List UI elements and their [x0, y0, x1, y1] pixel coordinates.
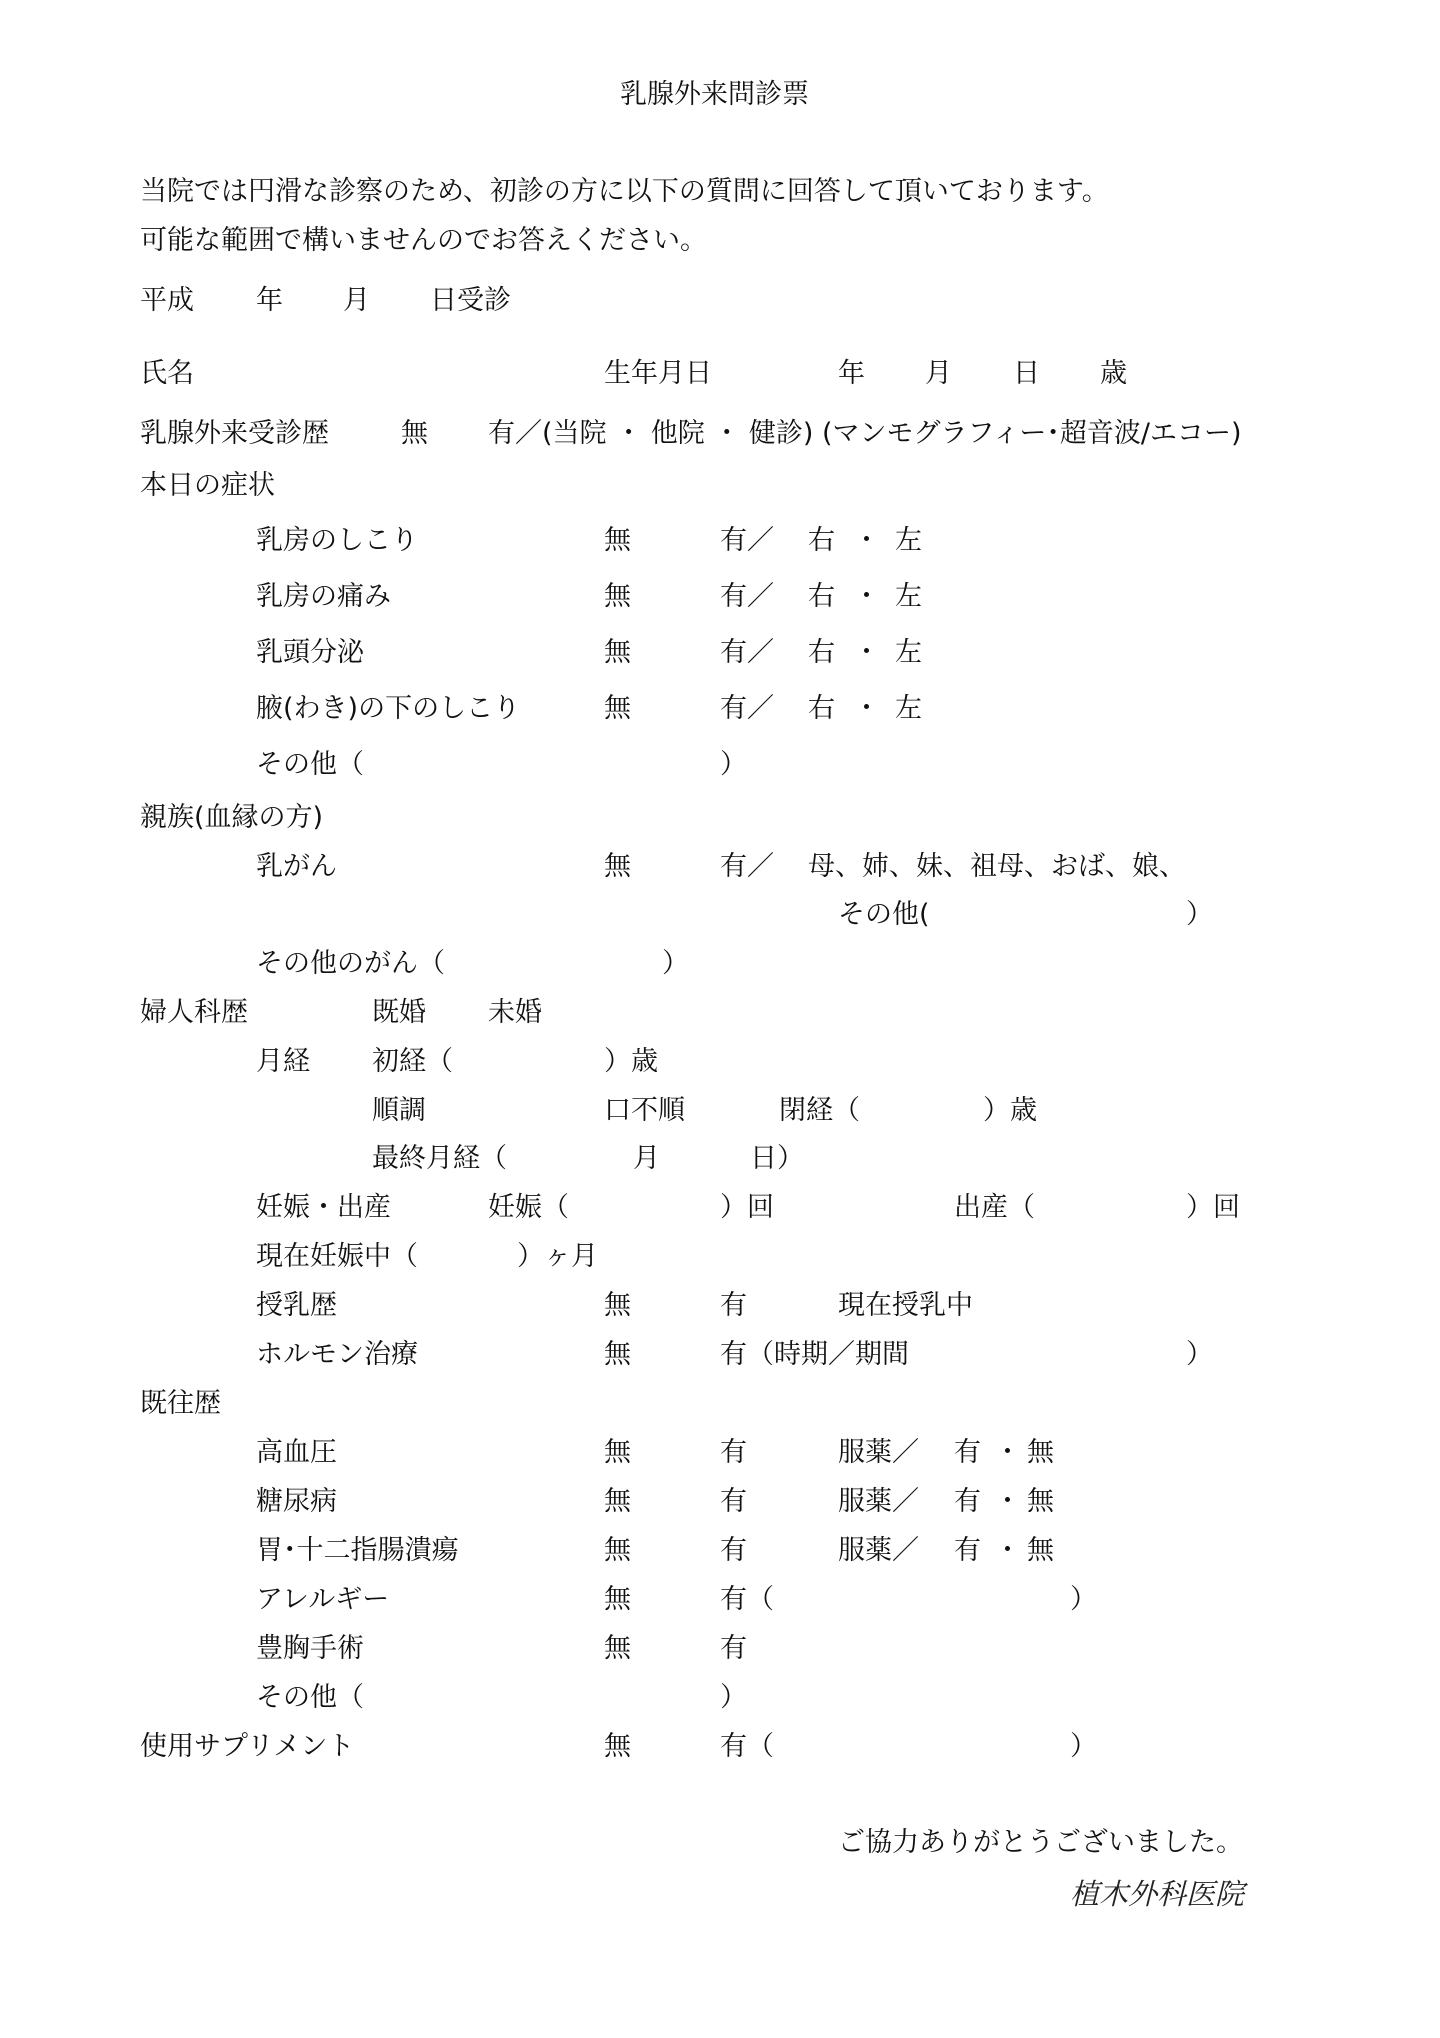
dob-month: 月	[925, 358, 952, 389]
clinic-name: 植木外科医院	[1070, 1877, 1245, 1911]
breast-surgery-label: 豊胸手術	[256, 1633, 364, 1664]
past-other-open: その他（	[256, 1682, 364, 1713]
symptom-left: 左	[895, 637, 922, 668]
past-dot: ・	[994, 1486, 1021, 1517]
breast-surgery-yes: 有	[720, 1633, 747, 1664]
allergy-none: 無	[604, 1584, 631, 1615]
supplement-none: 無	[604, 1731, 631, 1762]
age-label: 歳	[1100, 358, 1127, 389]
menses-regular: 順調	[372, 1095, 426, 1126]
past-dot: ・	[994, 1437, 1021, 1468]
family-yes: 有／	[720, 851, 774, 882]
symptom-label: 腋(わき)の下のしこり	[256, 693, 521, 724]
symptom-left: 左	[895, 581, 922, 612]
past-med: 服薬／	[838, 1437, 919, 1468]
last-menses-open: 最終月経（	[372, 1143, 507, 1174]
past-med-yes: 有	[954, 1535, 981, 1566]
past-none: 無	[604, 1535, 631, 1566]
past-med-yes: 有	[954, 1486, 981, 1517]
supplement-close: ）	[1070, 1731, 1097, 1762]
symptom-dot: ・	[853, 525, 880, 556]
symptom-yes: 有／	[720, 525, 774, 556]
symptoms-heading: 本日の症状	[140, 470, 275, 501]
allergy-yes: 有（	[720, 1584, 774, 1615]
current-pregnancy-open: 現在妊娠中（	[256, 1241, 418, 1272]
past-label: 糖尿病	[256, 1486, 337, 1517]
menarche-open: 初経（	[372, 1046, 453, 1077]
gyn-unmarried: 未婚	[488, 997, 542, 1028]
past-yes: 有	[720, 1486, 747, 1517]
past-label: 胃･十二指腸潰瘍	[256, 1535, 459, 1566]
past-med-no: 無	[1027, 1437, 1054, 1468]
birth-open: 出産（	[954, 1192, 1035, 1223]
breast-surgery-none: 無	[604, 1633, 631, 1664]
closing-message: ご協力ありがとうございました。	[838, 1827, 1243, 1858]
family-none: 無	[604, 851, 631, 882]
past-label: 高血圧	[256, 1437, 337, 1468]
family-heading: 親族(血縁の方)	[140, 802, 324, 833]
symptom-label: 乳頭分泌	[256, 637, 364, 668]
past-med-no: 無	[1027, 1535, 1054, 1566]
symptom-yes: 有／	[720, 693, 774, 724]
symptom-label: 乳房のしこり	[256, 525, 418, 556]
visit-month: 月	[343, 285, 370, 316]
family-other-open: その他(	[838, 899, 930, 930]
symptom-right: 右	[808, 693, 835, 724]
family-relatives: 母、姉、妹、祖母、おば、娘、	[808, 851, 1186, 882]
hormone-none: 無	[604, 1339, 631, 1370]
family-other-cancer-open: その他のがん（	[256, 948, 445, 979]
symptom-yes: 有／	[720, 637, 774, 668]
intro-line-2: 可能な範囲で構いませんのでお答えください。	[140, 225, 707, 256]
lactation-none: 無	[604, 1290, 631, 1321]
symptom-yes: 有／	[720, 581, 774, 612]
allergy-label: アレルギー	[256, 1584, 390, 1615]
dob-label: 生年月日	[604, 358, 712, 389]
allergy-close: ）	[1070, 1584, 1097, 1615]
menses-label: 月経	[256, 1046, 310, 1077]
menopause-open: 閉経（	[779, 1095, 860, 1126]
symptom-right: 右	[808, 581, 835, 612]
visit-year: 年	[256, 285, 283, 316]
past-med: 服薬／	[838, 1486, 919, 1517]
family-other-cancer-close: ）	[662, 948, 689, 979]
last-menses-month: 月	[633, 1143, 660, 1174]
symptom-none: 無	[604, 525, 631, 556]
family-breast-cancer: 乳がん	[256, 851, 337, 882]
pregnancy-open: 妊娠（	[488, 1192, 569, 1223]
dob-day: 日	[1013, 358, 1040, 389]
past-med-no: 無	[1027, 1486, 1054, 1517]
visit-day: 日受診	[430, 285, 511, 316]
supplement-label: 使用サプリメント	[140, 1731, 355, 1762]
supplement-yes: 有（	[720, 1731, 774, 1762]
history-detail: 有／(当院 ・ 他院 ・ 健診) (マンモグラフィー･超音波/エコー)	[488, 418, 1242, 449]
symptom-left: 左	[895, 693, 922, 724]
form-title: 乳腺外来問診票	[620, 79, 809, 110]
history-label: 乳腺外来受診歴	[140, 418, 329, 449]
symptom-dot: ・	[853, 637, 880, 668]
past-none: 無	[604, 1486, 631, 1517]
symptom-other-open: その他（	[256, 749, 364, 780]
family-other-close: ）	[1186, 899, 1213, 930]
gyn-married: 既婚	[372, 997, 426, 1028]
symptom-label: 乳房の痛み	[256, 581, 391, 612]
symptom-none: 無	[604, 637, 631, 668]
lactation-yes: 有	[720, 1290, 747, 1321]
lactation-label: 授乳歴	[256, 1290, 337, 1321]
past-heading: 既往歴	[140, 1388, 221, 1419]
hormone-close: ）	[1186, 1339, 1213, 1370]
menarche-close: ）歳	[604, 1046, 658, 1077]
symptom-dot: ・	[853, 581, 880, 612]
last-menses-day: 日）	[750, 1143, 804, 1174]
past-med-yes: 有	[954, 1437, 981, 1468]
past-yes: 有	[720, 1437, 747, 1468]
history-none: 無	[401, 418, 428, 449]
current-pregnancy-close: ）ヶ月	[517, 1241, 598, 1272]
dob-year: 年	[838, 358, 865, 389]
symptom-none: 無	[604, 581, 631, 612]
symptom-left: 左	[895, 525, 922, 556]
past-other-close: ）	[720, 1682, 747, 1713]
menopause-close: ）歳	[983, 1095, 1037, 1126]
visit-era: 平成	[140, 285, 194, 316]
symptom-none: 無	[604, 693, 631, 724]
lactation-current: 現在授乳中	[838, 1290, 973, 1321]
past-yes: 有	[720, 1535, 747, 1566]
hormone-yes: 有（時期／期間	[720, 1339, 909, 1370]
birth-close: ）回	[1186, 1192, 1240, 1223]
name-label: 氏名	[140, 358, 194, 389]
symptom-right: 右	[808, 637, 835, 668]
symptom-other-close: ）	[720, 749, 747, 780]
past-none: 無	[604, 1437, 631, 1468]
past-med: 服薬／	[838, 1535, 919, 1566]
intro-line-1: 当院では円滑な診察のため、初診の方に以下の質問に回答して頂いております。	[140, 176, 1109, 207]
pregnancy-label: 妊娠・出産	[256, 1192, 391, 1223]
symptom-right: 右	[808, 525, 835, 556]
pregnancy-close: ）回	[720, 1192, 774, 1223]
symptom-dot: ・	[853, 693, 880, 724]
hormone-label: ホルモン治療	[256, 1339, 418, 1370]
menses-irregular: 口不順	[604, 1095, 685, 1126]
gyn-heading: 婦人科歴	[140, 997, 248, 1028]
past-dot: ・	[994, 1535, 1021, 1566]
